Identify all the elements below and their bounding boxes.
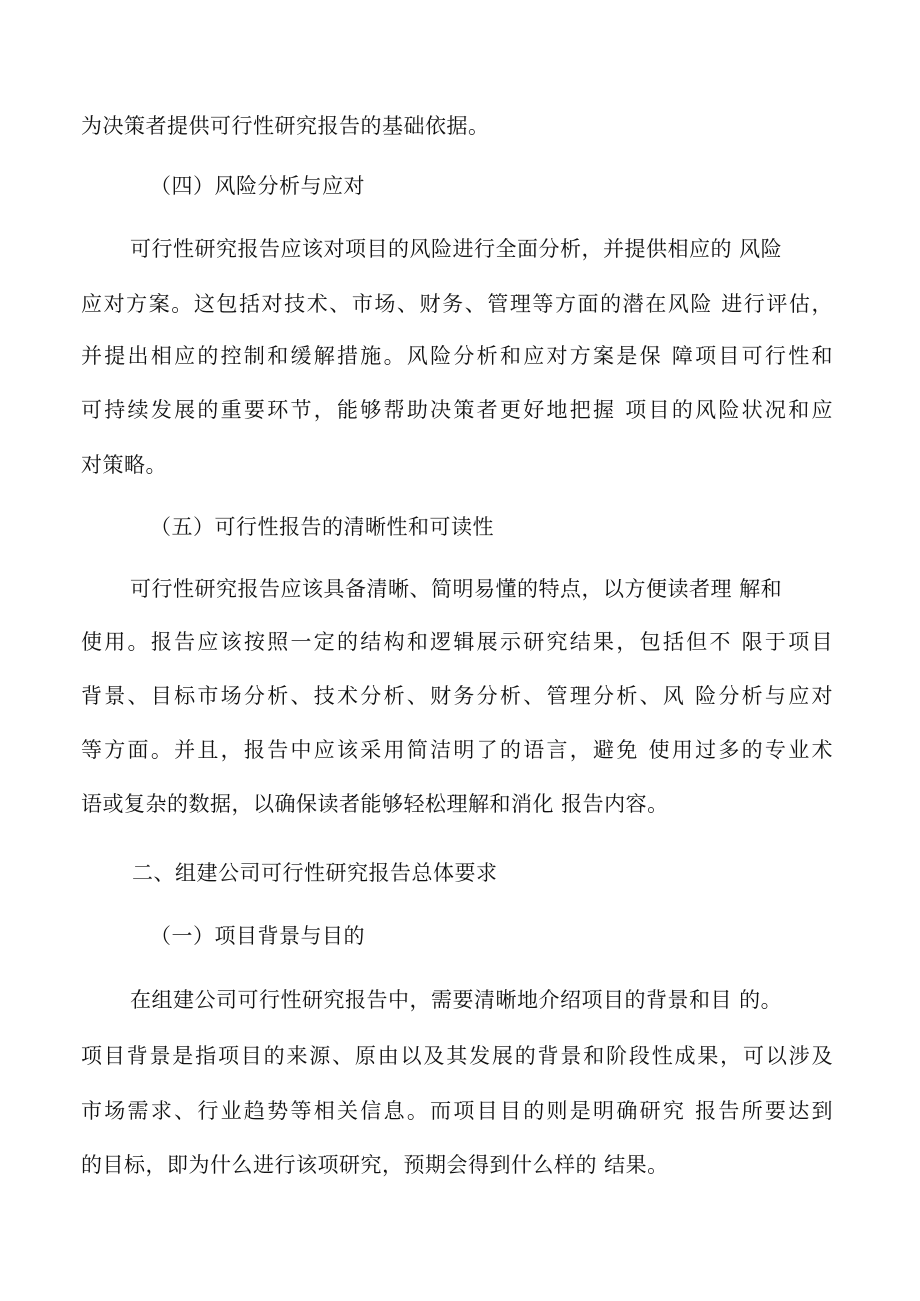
paragraph-line: 并提出相应的控制和缓解措施。风险分析和应对方案是保 障项目可行性和	[81, 344, 833, 368]
paragraph-line: 项目背景是指项目的来源、原由以及其发展的背景和阶段性成果，可以涉及	[81, 1044, 833, 1068]
paragraph-line: 在组建公司可行性研究报告中，需要清晰地介绍项目的背景和目 的。	[130, 988, 783, 1012]
paragraph-line: 为决策者提供可行性研究报告的基础依据。	[81, 114, 490, 138]
paragraph-line: 背景、目标市场分析、技术分析、财务分析、管理分析、风 险分析与应对	[81, 684, 833, 708]
paragraph-line: 对策略。	[81, 453, 167, 477]
paragraph-line: 可行性研究报告应该对项目的风险进行全面分析，并提供相应的 风险	[130, 237, 783, 261]
paragraph-line: 应对方案。这包括对技术、市场、财务、管理等方面的潜在风险 进行评估，	[81, 292, 833, 316]
paragraph-line: 等方面。并且，报告中应该采用简洁明了的语言，避免 使用过多的专业术	[81, 738, 833, 762]
paragraph-line: 使用。报告应该按照一定的结构和逻辑展示研究结果，包括但不 限于项目	[81, 630, 833, 654]
section-heading: 二、组建公司可行性研究报告总体要求	[132, 861, 498, 885]
paragraph-line: 可行性研究报告应该具备清晰、简明易懂的特点，以方便读者理 解和	[130, 577, 783, 601]
paragraph-line: 可持续发展的重要环节，能够帮助决策者更好地把握 项目的风险状况和应	[81, 398, 833, 422]
paragraph-line: 的目标，即为什么进行该项研究，预期会得到什么样的 结果。	[81, 1153, 669, 1177]
subheading-clarity-readability: （五）可行性报告的清晰性和可读性	[150, 515, 494, 539]
subheading-background-purpose: （一）项目背景与目的	[150, 924, 365, 948]
subheading-risk-analysis: （四）风险分析与应对	[150, 174, 365, 198]
paragraph-line: 市场需求、行业趋势等相关信息。而项目目的则是明确研究 报告所要达到	[81, 1099, 833, 1123]
paragraph-line: 语或复杂的数据，以确保读者能够轻松理解和消化 报告内容。	[81, 792, 669, 816]
